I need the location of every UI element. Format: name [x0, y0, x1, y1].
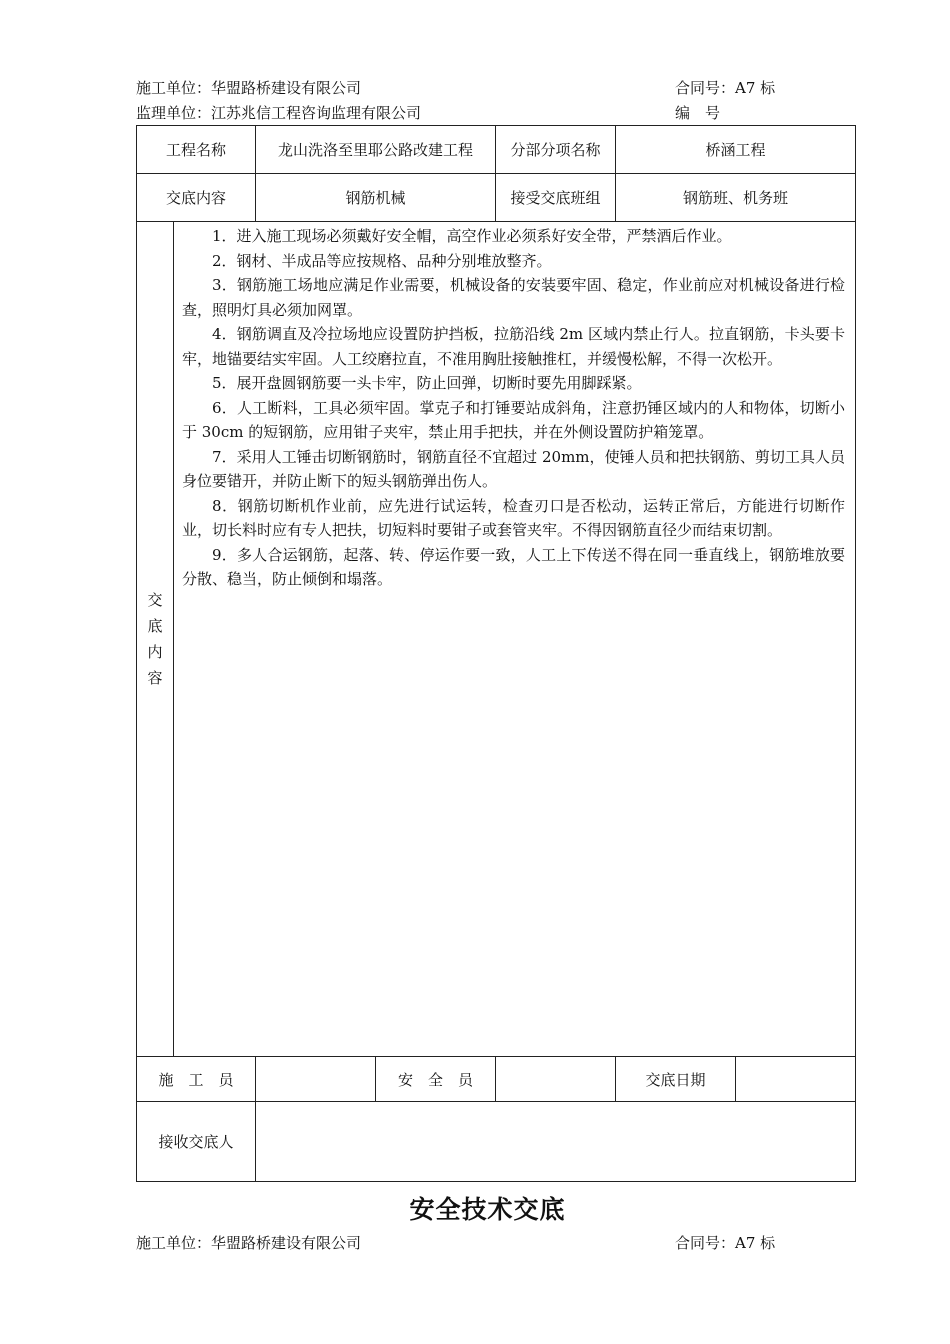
contract-label-2: 合同号： — [675, 1234, 736, 1252]
supervisor-line — [136, 103, 421, 123]
disclosure-content — [174, 222, 856, 1057]
team-label: 接受交底班组 — [496, 174, 616, 222]
table-row — [137, 126, 856, 174]
list-item: 9．多人合运钢筋，起落、转、停运作要一致，人工上下传送不得在同一垂直线上，钢筋堆放要分散、稳当，防止倾倒和塌落。 — [182, 545, 846, 588]
sub-item-value: 桥涵工程 — [616, 126, 856, 174]
constructor-field[interactable] — [256, 1057, 376, 1102]
safety-officer-label: 安 全 员 — [376, 1057, 496, 1102]
list-item: 2．钢材、半成品等应按规格、品种分别堆放整齐。 — [212, 251, 552, 270]
contractor-value: 华盟路桥建设有限公司 — [211, 79, 362, 97]
side-label-char: 容 — [147, 669, 163, 687]
receiver-field[interactable] — [256, 1102, 856, 1182]
contract-label: 合同号： — [675, 79, 736, 97]
table-row — [137, 174, 856, 222]
receiver-label: 接收交底人 — [137, 1102, 256, 1182]
contract-value-2: A7 标 — [735, 1234, 776, 1252]
contractor-value-2: 华盟路桥建设有限公司 — [211, 1234, 362, 1252]
contract-line — [675, 78, 775, 98]
contractor-label-2: 施工单位： — [136, 1234, 212, 1252]
contract-value: A7 标 — [735, 79, 776, 97]
page-title: 安全技术交底 — [409, 1195, 566, 1224]
list-item: 5．展开盘圆钢筋要一头卡牢，防止回弹，切断时要先用脚踩紧。 — [212, 374, 642, 392]
project-name-label: 工程名称 — [137, 126, 256, 174]
content-value: 钢筋机械 — [256, 174, 496, 222]
side-label-char: 交 — [147, 591, 163, 609]
supervisor-value: 江苏兆信工程咨询监理有限公司 — [211, 104, 422, 122]
safety-officer-field[interactable] — [496, 1057, 616, 1102]
list-item: 3．钢筋施工场地应满足作业需要，机械设备的安装要牢固、稳定，作业前应对机械设备进行检查，照明灯具必须加网罩。 — [182, 276, 846, 319]
list-item: 4．钢筋调直及冷拉场地应设置防护挡板，拉筋沿线 2m 区域内禁止行人。拉直钢筋，卡头要卡牢，地锚要结实牢固。人工绞磨拉直，不准用胸肚接触推杠，并缓慢松解，不得一次松开。 — [182, 325, 846, 368]
contractor-line-2 — [136, 1233, 361, 1253]
date-field[interactable] — [736, 1057, 856, 1102]
content-label: 交底内容 — [137, 174, 256, 222]
side-label-char: 内 — [147, 643, 163, 661]
contractor-line — [136, 78, 361, 98]
constructor-label: 施 工 员 — [137, 1057, 256, 1102]
list-item: 7．采用人工锤击切断钢筋时，钢筋直径不宜超过 20mm，使锤人员和把扶钢筋、剪切工具人员身位要错开，并防止断下的短头钢筋弹出伤人。 — [182, 447, 846, 490]
side-label-char: 底 — [147, 617, 163, 635]
list-item: 8．钢筋切断机作业前，应先进行试运转，检查刃口是否松动，运转正常后，方能进行切断作业，切长料时应有专人把扶，切短料时要钳子或套管夹牢。不得因钢筋直径少而结束切割。 — [182, 496, 846, 539]
list-item: 6．人工断料，工具必须牢固。掌克子和打锤要站成斜角，注意扔锤区域内的人和物体，切断小于 30cm 的短钢筋，应用钳子夹牢，禁止用手把扶，并在外侧设置防护箱笼罩。 — [182, 398, 846, 441]
date-label: 交底日期 — [616, 1057, 736, 1102]
table-row — [137, 222, 856, 1057]
team-value: 钢筋班、机务班 — [616, 174, 856, 222]
project-name-value: 龙山洗洛至里耶公路改建工程 — [256, 126, 496, 174]
table-row — [137, 1102, 856, 1182]
list-item: 1．进入施工现场必须戴好安全帽，高空作业必须系好安全带，严禁酒后作业。 — [212, 227, 732, 245]
table-row — [137, 1057, 856, 1102]
supervisor-label: 监理单位： — [136, 104, 212, 122]
disclosure-table — [136, 125, 856, 1182]
contractor-label: 施工单位： — [136, 79, 212, 97]
sub-item-label: 分部分项名称 — [496, 126, 616, 174]
number-label: 编 号 — [675, 104, 721, 122]
side-label — [137, 222, 174, 1057]
contract-line-2 — [675, 1233, 775, 1253]
